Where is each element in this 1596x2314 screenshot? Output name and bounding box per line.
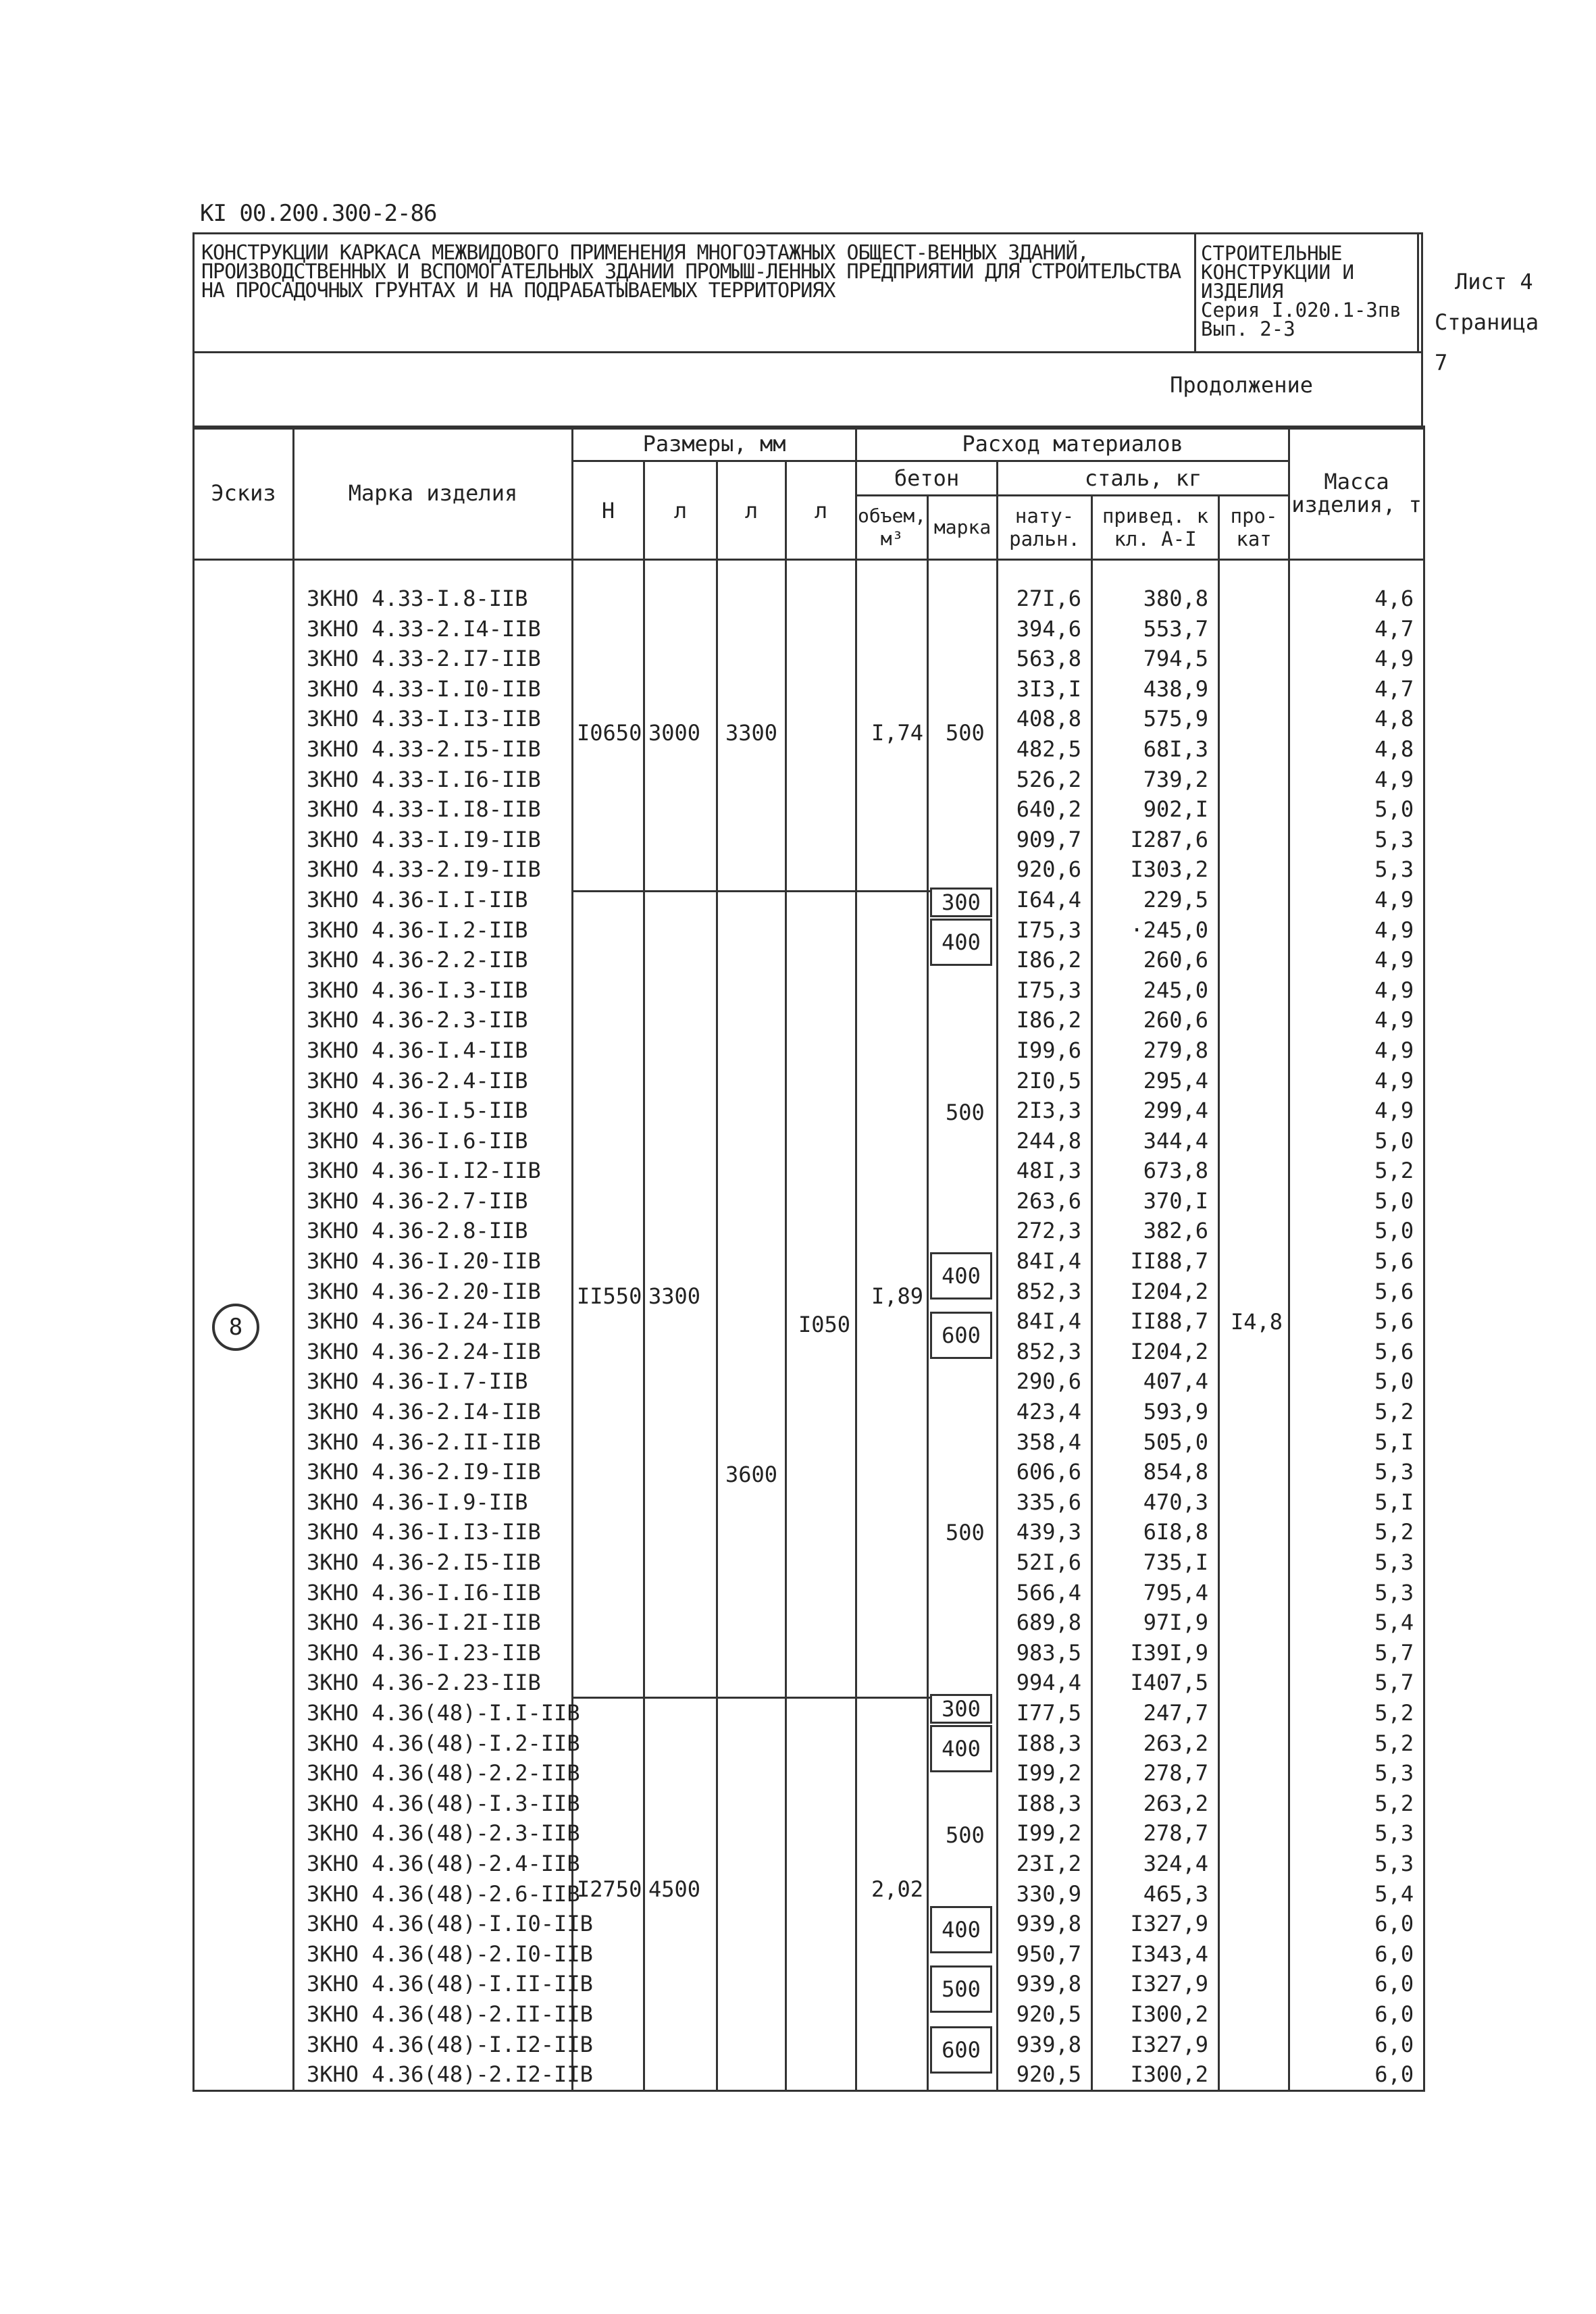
series-line: Вып. 2-3 — [1201, 317, 1295, 340]
series-line: СТРОИТЕЛЬНЫЕ — [1201, 242, 1343, 265]
concrete-grade: 400 — [930, 1906, 992, 1953]
group3-volume: 2,02 — [871, 1876, 924, 1902]
mass-cell: 6,0 — [1374, 1911, 1414, 1937]
group3-h: I2750 — [577, 1876, 642, 1902]
mark-cell: 3КНО 4.36-2.I9-IIВ — [307, 1459, 541, 1485]
mass-cell: 5,0 — [1374, 1368, 1414, 1395]
mass-cell: 4,9 — [1374, 977, 1414, 1003]
group2-volume: I,89 — [871, 1283, 924, 1309]
mass-cell: 5,2 — [1374, 1519, 1414, 1545]
mass-cell: 5,3 — [1374, 1850, 1414, 1876]
natural-cell: 23I,2 — [1016, 1850, 1082, 1876]
mark-cell: 3КНО 4.36(48)-I.I-IIВ — [307, 1699, 580, 1726]
natural-cell: 272,3 — [1016, 1218, 1082, 1244]
group1-volume: I,74 — [871, 720, 924, 746]
reduced-cell: 854,8 — [1143, 1459, 1209, 1485]
mass-cell: 5,4 — [1374, 1880, 1414, 1907]
mass-cell: 5,0 — [1374, 1187, 1414, 1214]
mark-cell: 3КНО 4.36-I.6-IIВ — [307, 1127, 528, 1154]
document-code: КI 00.200.300-2-86 — [200, 200, 437, 227]
mass-cell: 5,I — [1374, 1489, 1414, 1515]
reduced-cell: 279,8 — [1143, 1037, 1209, 1063]
mark-cell: 3КНО 4.36(48)-2.I2-IIВ — [307, 2061, 593, 2088]
mark-cell: 3КНО 4.36-I.5-IIВ — [307, 1098, 528, 1124]
reduced-cell: 344,4 — [1143, 1127, 1209, 1154]
mass-cell: 5,2 — [1374, 1730, 1414, 1756]
mass-cell: 4,8 — [1374, 736, 1414, 762]
mark-cell: 3КНО 4.36-I.24-IIВ — [307, 1308, 541, 1335]
concrete-grade: 300 — [930, 888, 992, 917]
mark-cell: 3КНО 4.36-2.24-IIВ — [307, 1338, 541, 1364]
natural-cell: I75,3 — [1016, 917, 1082, 943]
concrete-grade: 600 — [930, 2026, 992, 2074]
natural-cell: 606,6 — [1016, 1459, 1082, 1485]
natural-cell: I88,3 — [1016, 1790, 1082, 1816]
natural-cell: 2I3,3 — [1016, 1098, 1082, 1124]
reduced-column — [1092, 560, 1219, 2091]
reduced-cell: 438,9 — [1143, 675, 1209, 702]
l3-value: I050 — [798, 1312, 851, 1337]
concrete-grade: 400 — [930, 919, 992, 966]
reduced-cell: I327,9 — [1130, 2031, 1209, 2057]
mass-cell: 4,9 — [1374, 1067, 1414, 1094]
mark-cell: 3КНО 4.33-2.I9-IIВ — [307, 856, 541, 883]
group3-l1: 4500 — [648, 1876, 701, 1902]
mass-cell: 4,6 — [1374, 586, 1414, 611]
mark-cell: 3КНО 4.36(48)-2.I0-IIВ — [307, 1940, 593, 1967]
col-mass: Масса изделия, т — [1289, 427, 1424, 560]
mass-cell: 5,3 — [1374, 1760, 1414, 1786]
mark-cell: 3КНО 4.36-2.I4-IIВ — [307, 1399, 541, 1425]
mark-cell: 3КНО 4.36-I.I-IIВ — [307, 886, 528, 912]
col-l3: л — [786, 461, 856, 560]
mass-cell: 5,0 — [1374, 1218, 1414, 1244]
natural-cell: 48I,3 — [1016, 1158, 1082, 1184]
mark-cell: 3КНО 4.36(48)-2.6-IIВ — [307, 1880, 580, 1907]
natural-cell: 263,6 — [1016, 1187, 1082, 1214]
natural-cell: 640,2 — [1016, 796, 1082, 823]
mass-cell: 6,0 — [1374, 2061, 1414, 2088]
natural-cell: 563,8 — [1016, 646, 1082, 672]
mass-cell: 4,9 — [1374, 1098, 1414, 1124]
natural-cell: 84I,4 — [1016, 1248, 1082, 1275]
mass-cell: 4,9 — [1374, 1007, 1414, 1033]
natural-cell: 482,5 — [1016, 736, 1082, 762]
col-concrete-grade: марка — [928, 496, 998, 560]
reduced-cell: 505,0 — [1143, 1429, 1209, 1455]
col-l2: л — [717, 461, 786, 560]
mass-cell: 5,2 — [1374, 1790, 1414, 1816]
mark-cell: 3КНО 4.36-2.4-IIВ — [307, 1067, 528, 1094]
mark-cell: 3КНО 4.33-I.I0-IIВ — [307, 675, 541, 702]
series-line: КОНСТРУКЦИИ И — [1201, 261, 1354, 284]
mass-cell: 5,2 — [1374, 1399, 1414, 1425]
col-mark: Марка изделия — [294, 427, 573, 560]
sheet-block — [1435, 261, 1539, 383]
group2-l2: 3600 — [725, 1462, 778, 1487]
mark-cell: 3КНО 4.36-2.8-IIВ — [307, 1218, 528, 1244]
mark-cell: 3КНО 4.36-2.II-IIВ — [307, 1429, 541, 1455]
reduced-cell: I287,6 — [1130, 826, 1209, 852]
mark-cell: 3КНО 4.36-I.2I-IIВ — [307, 1610, 541, 1636]
natural-cell: 3I3,I — [1016, 675, 1082, 702]
mark-cell: 3КНО 4.36-2.23-IIВ — [307, 1670, 541, 1696]
col-l1: л — [644, 461, 717, 560]
natural-cell: 566,4 — [1016, 1579, 1082, 1605]
group1-h: I0650 — [577, 720, 642, 746]
sheet-number: Лист 4 — [1455, 269, 1533, 294]
natural-cell: I99,2 — [1016, 1760, 1082, 1786]
concrete-grade: 500 — [946, 1822, 985, 1848]
mass-cell: 5,3 — [1374, 1549, 1414, 1575]
reduced-cell: 295,4 — [1143, 1067, 1209, 1094]
mass-cell: 5,6 — [1374, 1308, 1414, 1335]
mass-cell: 5,2 — [1374, 1158, 1414, 1184]
natural-cell: 439,3 — [1016, 1519, 1082, 1545]
concrete-grade: 500 — [946, 1520, 985, 1545]
reduced-cell: ·245,0 — [1130, 917, 1209, 943]
mark-cell: 3КНО 4.33-2.I5-IIВ — [307, 736, 541, 762]
natural-cell: I88,3 — [1016, 1730, 1082, 1756]
mark-cell: 3КНО 4.33-2.I4-IIВ — [307, 615, 541, 642]
natural-cell: 27I,6 — [1016, 586, 1082, 611]
series-block — [1201, 244, 1410, 338]
mark-cell: 3КНО 4.36-I.I6-IIВ — [307, 1579, 541, 1605]
mass-cell: 5,0 — [1374, 1127, 1414, 1154]
natural-cell: 909,7 — [1016, 826, 1082, 852]
reduced-cell: 324,4 — [1143, 1850, 1209, 1876]
reduced-cell: 795,4 — [1143, 1579, 1209, 1605]
natural-cell: 358,4 — [1016, 1429, 1082, 1455]
reduced-cell: 465,3 — [1143, 1880, 1209, 1907]
natural-cell: I99,6 — [1016, 1037, 1082, 1063]
mark-cell: 3КНО 4.36-I.4-IIВ — [307, 1037, 528, 1063]
reduced-cell: I327,9 — [1130, 1911, 1209, 1937]
mass-cell: 6,0 — [1374, 2031, 1414, 2057]
mark-cell: 3КНО 4.36-I.23-IIВ — [307, 1639, 541, 1666]
natural-column — [998, 560, 1092, 2091]
reduced-cell: 6I8,8 — [1143, 1519, 1209, 1545]
mark-cell: 3КНО 4.33-I.I9-IIВ — [307, 826, 541, 852]
reduced-cell: 68I,3 — [1143, 736, 1209, 762]
col-concrete: бетон — [856, 461, 998, 496]
group1-l2: 3300 — [725, 720, 778, 746]
natural-cell: I77,5 — [1016, 1699, 1082, 1726]
reduced-cell: 553,7 — [1143, 615, 1209, 642]
reduced-cell: 673,8 — [1143, 1158, 1209, 1184]
page-number: Страница 7 — [1435, 309, 1539, 376]
reduced-cell: 245,0 — [1143, 977, 1209, 1003]
mass-cell: 4,9 — [1374, 646, 1414, 672]
mass-cell: 5,3 — [1374, 856, 1414, 883]
reduced-cell: I39I,9 — [1130, 1639, 1209, 1666]
reduced-cell: 97I,9 — [1143, 1610, 1209, 1636]
natural-cell: 920,5 — [1016, 2001, 1082, 2027]
natural-cell: 939,8 — [1016, 1971, 1082, 1997]
reduced-cell: 299,4 — [1143, 1098, 1209, 1124]
mass-cell: 5,6 — [1374, 1338, 1414, 1364]
reduced-cell: I204,2 — [1130, 1338, 1209, 1364]
group2-l1: 3300 — [648, 1283, 701, 1309]
reduced-cell: II88,7 — [1130, 1248, 1209, 1275]
col-steel: сталь, кг — [998, 461, 1289, 496]
mark-cell: 3КНО 4.36-2.20-IIВ — [307, 1278, 541, 1304]
natural-cell: I64,4 — [1016, 886, 1082, 912]
col-volume: объем, м³ — [856, 496, 928, 560]
reduced-cell: 382,6 — [1143, 1218, 1209, 1244]
group1-l1: 3000 — [648, 720, 701, 746]
natural-cell: 84I,4 — [1016, 1308, 1082, 1335]
reduced-cell: I300,2 — [1130, 2061, 1209, 2088]
natural-cell: 939,8 — [1016, 2031, 1082, 2057]
concrete-grade: 400 — [930, 1252, 992, 1300]
natural-cell: 920,5 — [1016, 2061, 1082, 2088]
mark-cell: 3КНО 4.36-2.2-IIВ — [307, 947, 528, 973]
col-sizes: Размеры, мм — [573, 427, 856, 461]
mass-cell: 4,9 — [1374, 1037, 1414, 1063]
continuation-label: Продолжение — [1170, 372, 1313, 398]
reduced-cell: 794,5 — [1143, 646, 1209, 672]
natural-cell: 52I,6 — [1016, 1549, 1082, 1575]
group2-h: II550 — [577, 1283, 642, 1309]
natural-cell: 994,4 — [1016, 1670, 1082, 1696]
col-h: Н — [573, 461, 644, 560]
natural-cell: 290,6 — [1016, 1368, 1082, 1395]
mass-cell: 5,6 — [1374, 1248, 1414, 1275]
mark-cell: 3КНО 4.36-I.I2-IIВ — [307, 1158, 541, 1184]
natural-cell: 335,6 — [1016, 1489, 1082, 1515]
concrete-grade: 300 — [930, 1694, 992, 1724]
reduced-cell: 278,7 — [1143, 1760, 1209, 1786]
continuation-row — [192, 351, 1423, 430]
mark-cell: 3КНО 4.36-I.9-IIВ — [307, 1489, 528, 1515]
mass-cell: 6,0 — [1374, 1940, 1414, 1967]
concrete-grade: 500 — [946, 720, 985, 746]
reduced-cell: 407,4 — [1143, 1368, 1209, 1395]
document-title: КОНСТРУКЦИИ КАРКАСА МЕЖВИДОВОГО ПРИМЕНЕНИЯ МНОГОЭТАЖНЫХ ОБЩЕСТ-ВЕННЫХ ЗДАНИЙ, ПРОИЗВОДСТВЕННЫХ И ВСПОМОГАТЕЛЬНЫХ ЗДАНИЙ ПРОМЫШ-ЛЕННЫХ ПРЕДПРИЯТИЙ ДЛЯ СТРОИТЕЛЬСТВА НА ПРОСАДОЧНЫХ ГРУНТАХ И НА ПОДРАБАТЫВАЕМЫХ ТЕРРИТОРИЯХ — [201, 241, 1181, 303]
concrete-grade: 500 — [930, 1965, 992, 2013]
natural-cell: 244,8 — [1016, 1127, 1082, 1154]
reduced-cell: 263,2 — [1143, 1730, 1209, 1756]
natural-cell: 394,6 — [1016, 615, 1082, 642]
natural-cell: I86,2 — [1016, 947, 1082, 973]
natural-cell: 408,8 — [1016, 706, 1082, 732]
mark-cell: 3КНО 4.36(48)-I.I2-IIВ — [307, 2031, 593, 2057]
reduced-cell: 247,7 — [1143, 1699, 1209, 1726]
natural-cell: I75,3 — [1016, 977, 1082, 1003]
mass-cell: 5,4 — [1374, 1610, 1414, 1636]
mass-cell: 5,6 — [1374, 1278, 1414, 1304]
mark-cell: 3КНО 4.36(48)-2.4-IIВ — [307, 1850, 580, 1876]
rolled-steel-value: I4,8 — [1231, 1309, 1283, 1335]
mark-cell: 3КНО 4.36(48)-I.I0-IIВ — [307, 1911, 593, 1937]
mark-cell: 3КНО 4.36-I.20-IIВ — [307, 1248, 541, 1275]
mass-cell: 6,0 — [1374, 2001, 1414, 2027]
mark-cell: 3КНО 4.36(48)-2.2-IIВ — [307, 1760, 580, 1786]
mass-cell: 6,0 — [1374, 1971, 1414, 1997]
reduced-cell: I343,4 — [1130, 1940, 1209, 1967]
reduced-cell: 260,6 — [1143, 947, 1209, 973]
mark-cell: 3КНО 4.36(48)-2.3-IIВ — [307, 1820, 580, 1847]
mass-cell: 5,2 — [1374, 1699, 1414, 1726]
reduced-cell: 739,2 — [1143, 766, 1209, 792]
mark-cell: 3КНО 4.36-2.I5-IIВ — [307, 1549, 541, 1575]
mark-cell: 3КНО 4.33-I.I6-IIВ — [307, 766, 541, 792]
mass-cell: 5,0 — [1374, 796, 1414, 823]
natural-cell: 2I0,5 — [1016, 1067, 1082, 1094]
mark-cell: 3КНО 4.36(48)-I.2-IIВ — [307, 1730, 580, 1756]
natural-cell: I86,2 — [1016, 1007, 1082, 1033]
mark-cell: 3КНО 4.36-I.2-IIВ — [307, 917, 528, 943]
mark-cell: 3КНО 4.36-I.3-IIВ — [307, 977, 528, 1003]
mass-cell: 4,9 — [1374, 886, 1414, 912]
col-natural: нату-ральн. — [998, 496, 1092, 560]
col-materials: Расход материалов — [856, 427, 1289, 461]
col-sketch: Эскиз — [194, 427, 294, 560]
natural-cell: 852,3 — [1016, 1278, 1082, 1304]
mark-cell: 3КНО 4.36(48)-2.II-IIВ — [307, 2001, 593, 2027]
mark-cell: 3КНО 4.33-2.I7-IIВ — [307, 646, 541, 672]
reduced-cell: 593,9 — [1143, 1399, 1209, 1425]
series-line: ИЗДЕЛИЯ — [1201, 280, 1284, 303]
title-block — [192, 232, 1539, 376]
natural-cell: 920,6 — [1016, 856, 1082, 883]
reduced-cell: 229,5 — [1143, 886, 1209, 912]
natural-cell: 939,8 — [1016, 1911, 1082, 1937]
mark-cell: 3КНО 4.36-2.7-IIВ — [307, 1187, 528, 1214]
reduced-cell: I300,2 — [1130, 2001, 1209, 2027]
reduced-cell: II88,7 — [1130, 1308, 1209, 1335]
mass-cell: 5,3 — [1374, 1820, 1414, 1847]
reduced-cell: 278,7 — [1143, 1820, 1209, 1847]
col-rolled: про-кат — [1219, 496, 1289, 560]
natural-cell: 852,3 — [1016, 1338, 1082, 1364]
mass-cell: 4,9 — [1374, 917, 1414, 943]
natural-cell: 950,7 — [1016, 1940, 1082, 1967]
mark-cell: 3КНО 4.33-I.I8-IIВ — [307, 796, 541, 823]
mass-cell: 4,8 — [1374, 706, 1414, 732]
natural-cell: I99,2 — [1016, 1820, 1082, 1847]
col-reduced: привед. к кл. А-I — [1092, 496, 1219, 560]
mark-column — [294, 560, 593, 2091]
mass-cell: 5,7 — [1374, 1670, 1414, 1696]
reduced-cell: 263,2 — [1143, 1790, 1209, 1816]
natural-cell: 689,8 — [1016, 1610, 1082, 1636]
mass-cell: 4,9 — [1374, 947, 1414, 973]
reduced-cell: 470,3 — [1143, 1489, 1209, 1515]
mass-cell: 5,7 — [1374, 1639, 1414, 1666]
mark-cell: 3КНО 4.36-I.I3-IIВ — [307, 1519, 541, 1545]
reduced-cell: I327,9 — [1130, 1971, 1209, 1997]
natural-cell: 526,2 — [1016, 766, 1082, 792]
series-line: Серия I.020.1-3пв — [1201, 299, 1401, 322]
mass-cell: 5,I — [1374, 1429, 1414, 1455]
mass-cell: 5,3 — [1374, 826, 1414, 852]
concrete-grade: 600 — [930, 1312, 992, 1359]
natural-cell: 983,5 — [1016, 1639, 1082, 1666]
mark-cell: 3КНО 4.36-I.7-IIВ — [307, 1368, 528, 1395]
mark-cell: 3КНО 4.33-I.8-IIВ — [307, 586, 528, 611]
materials-table — [192, 426, 1425, 2092]
reduced-cell: I204,2 — [1130, 1278, 1209, 1304]
mass-cell: 4,9 — [1374, 766, 1414, 792]
natural-cell: 330,9 — [1016, 1880, 1082, 1907]
mark-cell: 3КНО 4.36(48)-I.II-IIВ — [307, 1971, 593, 1997]
reduced-cell: 735,I — [1143, 1549, 1209, 1575]
reduced-cell: 380,8 — [1143, 586, 1209, 611]
mass-cell: 4,7 — [1374, 615, 1414, 642]
reduced-cell: 575,9 — [1143, 706, 1209, 732]
natural-cell: 423,4 — [1016, 1399, 1082, 1425]
mark-cell: 3КНО 4.33-I.I3-IIВ — [307, 706, 541, 732]
mass-column — [1289, 560, 1424, 2091]
mark-cell: 3КНО 4.36(48)-I.3-IIВ — [307, 1790, 580, 1816]
concrete-grade: 400 — [930, 1725, 992, 1772]
mark-cell: 3КНО 4.36-2.3-IIВ — [307, 1007, 528, 1033]
mass-cell: 4,7 — [1374, 675, 1414, 702]
reduced-cell: 260,6 — [1143, 1007, 1209, 1033]
mass-cell: 5,3 — [1374, 1579, 1414, 1605]
reduced-cell: 370,I — [1143, 1187, 1209, 1214]
reduced-cell: 902,I — [1143, 796, 1209, 823]
mass-cell: 5,3 — [1374, 1459, 1414, 1485]
concrete-grade: 500 — [946, 1100, 985, 1125]
reduced-cell: I407,5 — [1130, 1670, 1209, 1696]
sketch-number-circle: 8 — [212, 1304, 259, 1351]
reduced-cell: I303,2 — [1130, 856, 1209, 883]
